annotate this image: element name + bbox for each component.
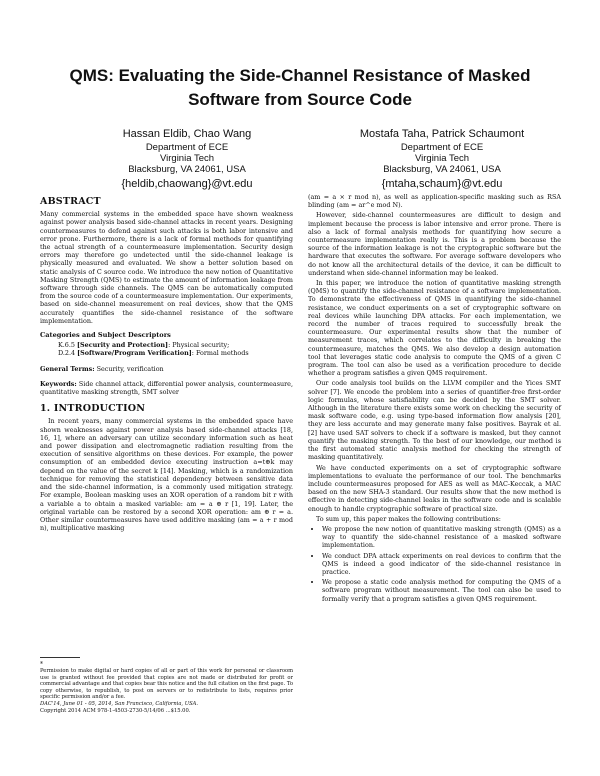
- author-institution: Virginia Tech: [159, 153, 215, 164]
- introduction-heading: 1. INTRODUCTION: [40, 403, 146, 415]
- footnote-mark: *: [40, 661, 43, 668]
- abstract-text: Many commercial systems in the embedded space have shown weakness against power analysis based side-channel attacks in recent years. Designing countermeasures to defend against such attacks is both labor intensive and error prone. Furthermore, there is a lack of formal methods for quantifying the actual strength of a countermeasure implementation. Security design errors may therefore go undetected until the side-channel leakage is physically measured and evaluated. We show a better solution based on static analysis of C source code. We introduce the new notion of Quantitative Masking Strength (QMS) to estimate the amount of information leakage from software through side channels. The QMS can be automatically computed from the source code of a countermeasure implementation. Our experiments, based on side-channel measurement on real devices, show that the QMS accurately quantifies the side-channel resistance of the software implementation.: [40, 210, 293, 325]
- author-email: {mtaha,schaum}@vt.edu: [381, 178, 503, 190]
- keywords: Keywords: Side channel attack, differential power analysis, countermeasure, quantitative masking strength, SMT solver: [40, 379, 293, 397]
- left-column: [40, 194, 293, 534]
- categories-heading: Categories and Subject Descriptors: [40, 331, 171, 340]
- venue-line: DAC'14, June 01 - 05, 2014, San Francisco, California, USA.: [40, 700, 199, 707]
- paragraph: However, side-channel countermeasures are difficult to design and implement because the process is labor intensive and error prone. There is also a lack of formal analysis methods for quantifying how secure a countermeasure implementation really is. This is a problem because the source of the information leakage is not the cryptographic software but the hardware that executes the software. For average software developers who do not know all the architectural details of the device, it can be difficult to understand when side-channel information may be leaked.: [308, 211, 561, 277]
- paragraph: To sum up, this paper makes the following contributions:: [316, 514, 501, 523]
- paragraph: (am = a × r mod n), as well as application-specific masking such as RSA blinding (am = ar^e mod N).: [308, 193, 561, 210]
- footnote-divider: [40, 657, 80, 658]
- author-address: Blacksburg, VA 24061, USA: [128, 164, 246, 175]
- list-item: • We propose a static code analysis method for computing the QMS of a software program without measurement. The tool can also be used to formally verify that a program satisfies a given QMS requirement.: [322, 578, 561, 603]
- author-institution: Virginia Tech: [414, 153, 470, 164]
- author-names: Hassan Eldib, Chao Wang: [122, 128, 252, 140]
- paper-title-line-1: QMS: Evaluating the Side-Channel Resistance of Masked: [69, 66, 531, 85]
- introduction-paragraph: In recent years, many commercial systems in the embedded space have shown weaknesses against power analysis based side-channel attacks [18, 16, 1], where an adversary can utilize secondary information such as heat and power dissipation and electromagnetic radiation resulting from the execution of sensitive algorithms on these devices. For example, the power consumption of an embedded device executing instruction a=t⊕k may depend on the value of the secret k [14]. Masking, which is a randomization technique for removing the statistical dependency between sensitive data and the side-channel information, is a commonly used mitigation strategy. For example, Boolean masking uses an XOR operation of a random bit r with a variable a to obtain a masked variable: am = a ⊕ r [1, 19]. Later, the original variable can be restored by a second XOR operation: am ⊕ r = a. Other similar countermeasures have used additive masking (am = a + r mod n), multiplicative masking: [40, 417, 293, 533]
- category-item: K.6.5 [Security and Protection]: Physical security;: [58, 341, 230, 350]
- copyright-footnote: [40, 668, 293, 714]
- list-item: • We conduct DPA attack experiments on real devices to confirm that the QMS is indeed a good indicator of the side-channel resistance in practice.: [322, 552, 561, 577]
- copyright-line: Copyright 2014 ACM 978-1-4503-2730-5/14/06 ...$15.00.: [40, 707, 191, 714]
- abstract-heading: ABSTRACT: [40, 196, 101, 207]
- author-department: Department of ECE: [400, 142, 484, 153]
- author-department: Department of ECE: [145, 142, 229, 153]
- paragraph: In this paper, we introduce the notion of quantitative masking strength (QMS) to quantify the side-channel resistance of a software implementation. To demonstrate the effectiveness of QMS in quantifying the side-channel resistance, we conduct experiments on a set of cryptographic software on real devices while launching DPA attacks. For each implementation, we record the number of traces required to successfully break the countermeasure. Our experimental results show that the number of measurement traces, which correlates to the difficulty in breaking the countermeasure, matches the QMS. We also develop a design automation tool that leverages static code analysis to compute the QMS of a given C program. The tool can also be used as a verification procedure to decide whether a program satisfies a given QMS requirement.: [308, 279, 561, 378]
- list-item: • We propose the new notion of quantitative masking strength (QMS) as a way to quantify the side-channel resistance of a masked software implementation.: [322, 525, 561, 550]
- author-address: Blacksburg, VA 24061, USA: [383, 164, 501, 175]
- paragraph: We have conducted experiments on a set of cryptographic software implementations to evaluate the performance of our tool. The benchmarks include countermeasures proposed for AES as well as MAC-Keccak, a MAC based on the new SHA-3 standard. Our results show that the new method is effective in detecting side-channel leaks in the software code and is scalable enough to handle cryptographic software of practical size.: [308, 463, 561, 513]
- author-email: {heldib,chaowang}@vt.edu: [121, 178, 253, 190]
- paper-title: [40, 64, 560, 112]
- paper-title-line-2: Software from Source Code: [188, 90, 412, 109]
- general-terms: General Terms: Security, verification: [40, 364, 164, 373]
- permission-notice: Permission to make digital or hard copies of all or part of this work for personal or classroom use is granted without fee provided that copies are not made or distributed for profit or commercial advantage and that copies bear this notice and the full citation on the first page. To copy otherwise, to republish, to post on servers or to redistribute to lists, requires prior specific permission and/or a fee.: [40, 668, 293, 701]
- right-column: [308, 193, 561, 605]
- author-names: Mostafa Taha, Patrick Schaumont: [359, 128, 525, 140]
- paragraph: Our code analysis tool builds on the LLVM compiler and the Yices SMT solver [7]. We encode the problem into a series of quantifier-free first-order logic formulas, whose satisfiability can be decided by the SMT solver. Although in the literature there exists some work on checking the security of mask software code, e.g. using type-based information flow analysis [20], they are less accurate and may generate many false positives. Bayrak et al. [2] have used SAT solvers to check if a software is masked, but they cannot quantify the masking strength. To the best of our knowledge, our method is the first automated static analysis method for checking the strength of masking quantitatively.: [308, 379, 561, 462]
- author-group-1: [67, 127, 307, 192]
- author-group-2: [322, 127, 562, 192]
- contribution-list: [308, 525, 561, 603]
- category-item: D.2.4 [Software/Program Verification]: Formal methods: [58, 349, 249, 358]
